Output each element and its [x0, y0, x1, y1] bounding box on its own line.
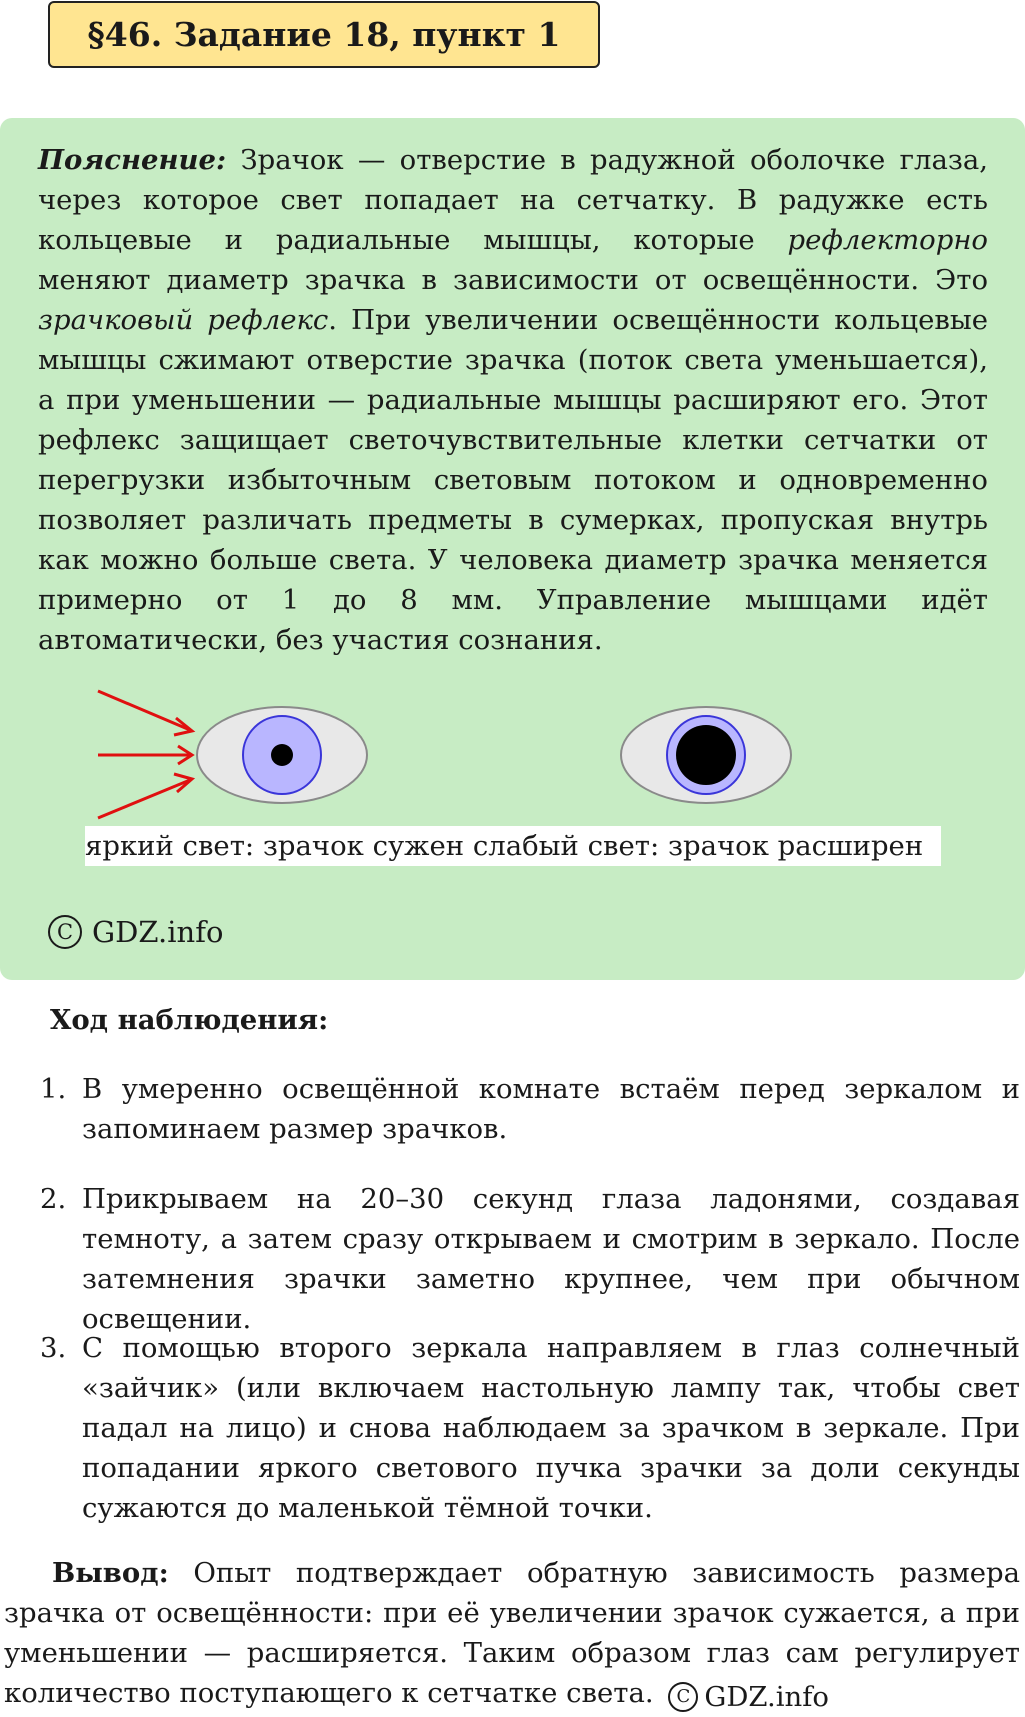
- light-arrow-bottom: [98, 780, 190, 818]
- pupil-constricted: [271, 744, 293, 766]
- list-item: [40, 1328, 1020, 1528]
- explanation-text: Пояснение: Зрачок — отверстие в радужной оболочке глаза, через которое свет попадает на сетчатку. В радужке есть кольцевые и радиальные мышцы, которые рефлекторно меняют диаметр зрачка в зависимости от освещённости. Это зрачковый рефлекс. При увеличении освещённости кольцевые мышцы сжимают отверстие зрачка (поток света уменьшается), а при уменьшении — радиальные мышцы расширяют его. Этот рефлекс защищает светочувствительные клетки сетчатки от перегрузки избыточным световым потоком и одновременно позволяет различать предметы в сумерках, пропуская внутрь как можно больше света. У человека диаметр зрачка меняется примерно от 1 до 8 мм. Управление мышцами идёт автоматически, без участия сознания.: [38, 144, 988, 656]
- list-item: [40, 1069, 1020, 1149]
- copyright-notice: [48, 912, 223, 952]
- observation-heading: Ход наблюдения:: [50, 1004, 329, 1036]
- copyright-icon: C: [48, 915, 82, 949]
- caption-dim: слабый свет: зрачок расширен: [472, 830, 924, 862]
- light-arrow-top: [98, 691, 190, 730]
- copyright-icon: C: [668, 1682, 698, 1712]
- eye-dim-light: [621, 707, 791, 803]
- list-item: [40, 1179, 1020, 1339]
- list-item-text: С помощью второго зеркала направляем в глаз солнечный «зайчик» (или включаем настольную лампу так, чтобы свет падал на лицо) и снова наблюдаем за зрачком в зеркале. При попадании яркого светового пучка зрачки за доли секунды сужаются до маленькой тёмной точки.: [82, 1332, 1020, 1524]
- list-item-number: 3.: [40, 1332, 67, 1364]
- explanation-lead: Пояснение:: [38, 144, 227, 176]
- light-arrows: [98, 691, 192, 818]
- list-item-text: Прикрываем на 20–30 секунд глаза ладонями, создавая темноту, а затем сразу открываем и смотрим в зеркало. После затемнения зрачки заметно крупнее, чем при обычном освещении.: [82, 1183, 1020, 1335]
- eye-bright-light: [197, 707, 367, 803]
- conclusion-lead: Вывод:: [52, 1557, 169, 1589]
- conclusion-text: Вывод: Опыт подтверждает обратную зависимость размера зрачка от освещённости: при её увеличении зрачок сужается, а при уменьшении — расширяется. Таким образом глаз сам регулирует количество поступающего к сетчатке света. C GDZ.info: [4, 1553, 1020, 1717]
- copyright-text: GDZ.info: [92, 915, 224, 949]
- pupil-diagram: [0, 680, 1025, 830]
- pupil-dilated: [676, 725, 736, 785]
- list-item-number: 2.: [40, 1183, 67, 1215]
- list-item-number: 1.: [40, 1073, 67, 1105]
- caption-bright: яркий свет: зрачок сужен: [85, 830, 465, 862]
- diagram-caption: [85, 826, 941, 866]
- conclusion-copyright: C GDZ.info: [662, 1677, 829, 1717]
- page-title: §46. Задание 18, пункт 1: [48, 1, 600, 68]
- list-item-text: В умеренно освещённой комнате встаём перед зеркалом и запоминаем размер зрачков.: [82, 1073, 1020, 1145]
